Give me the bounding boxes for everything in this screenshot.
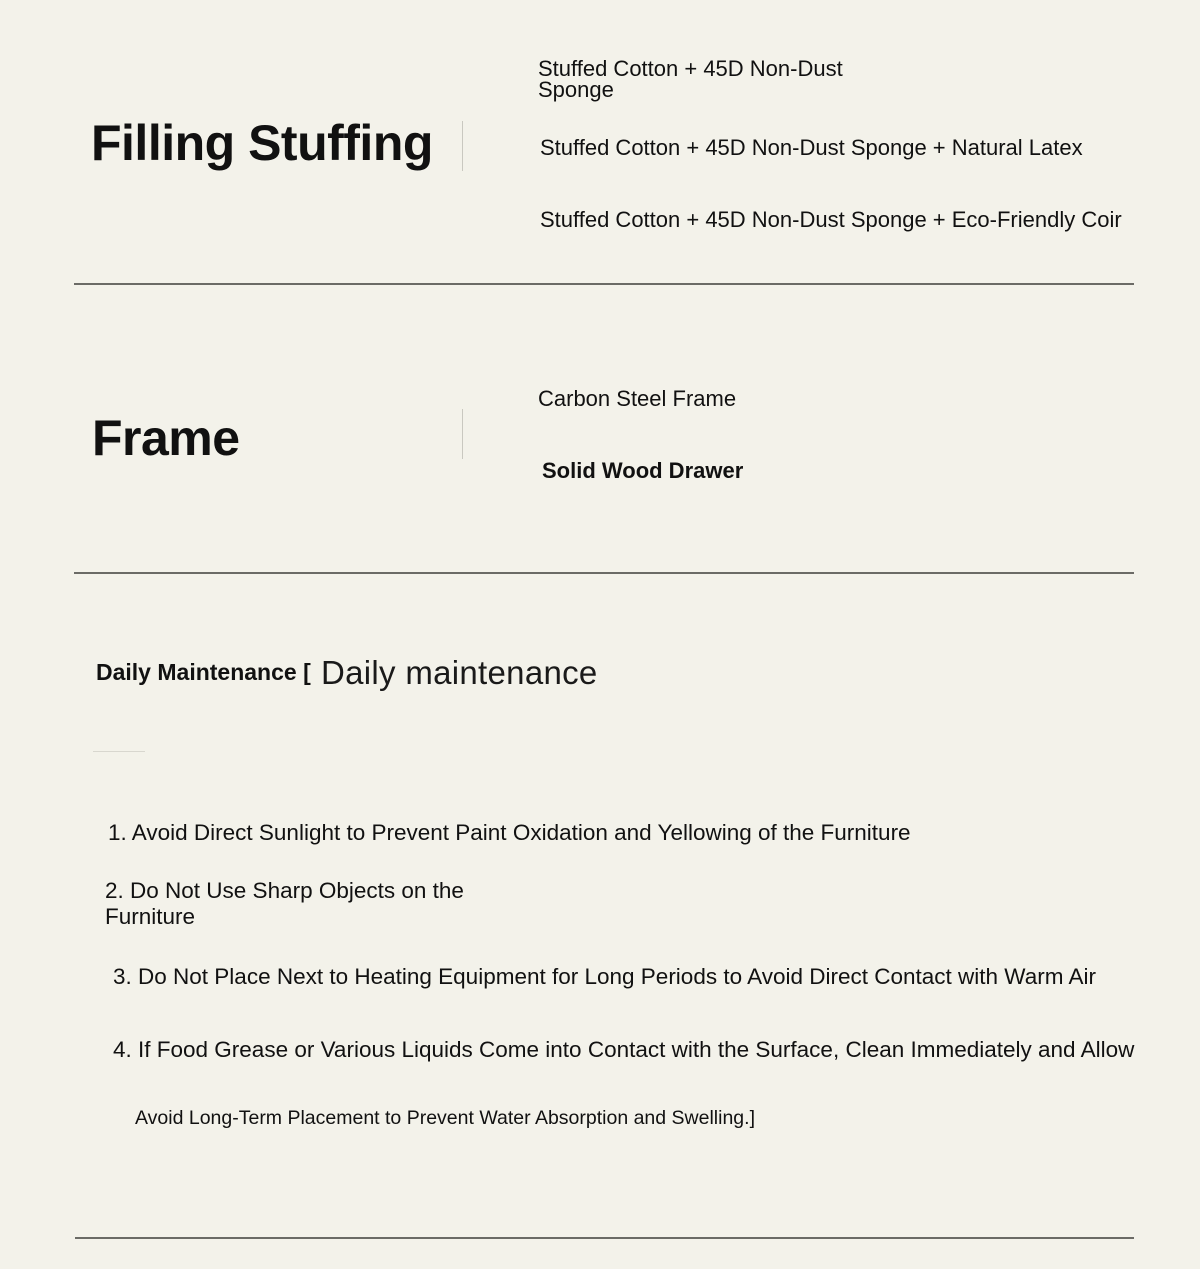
section-divider-2 — [74, 572, 1134, 574]
maintenance-accent-line — [93, 751, 145, 752]
section-divider-1 — [74, 283, 1134, 285]
maintenance-item-1: 1. Avoid Direct Sunlight to Prevent Paint Oxidation and Yellowing of the Furniture — [108, 820, 911, 845]
frame-option-2: Solid Wood Drawer — [542, 458, 744, 483]
maintenance-item-3: 3. Do Not Place Next to Heating Equipment for Long Periods to Avoid Direct Contact with Warm Air — [113, 964, 1096, 989]
filling-divider — [462, 121, 463, 171]
section-divider-3 — [75, 1237, 1134, 1239]
maintenance-item-4: 4. If Food Grease or Various Liquids Come into Contact with the Surface, Clean Immediately and Allow — [113, 1037, 1135, 1062]
filling-heading: Filling Stuffing — [91, 115, 433, 171]
filling-option-1: Stuffed Cotton + 45D Non-Dust Sponge — [538, 56, 843, 102]
maintenance-item-2: 2. Do Not Use Sharp Objects on the Furniture — [105, 878, 464, 929]
frame-option-1: Carbon Steel Frame — [538, 386, 737, 411]
filling-option-3: Stuffed Cotton + 45D Non-Dust Sponge + Eco-Friendly Coir — [540, 207, 1122, 232]
frame-divider — [462, 409, 463, 459]
frame-heading: Frame — [92, 410, 240, 466]
maintenance-subtitle: Daily maintenance — [321, 654, 598, 691]
maintenance-title: Daily Maintenance [ — [96, 659, 311, 685]
filling-option-2: Stuffed Cotton + 45D Non-Dust Sponge + Natural Latex — [540, 135, 1083, 160]
maintenance-note: Avoid Long-Term Placement to Prevent Water Absorption and Swelling.] — [135, 1107, 755, 1129]
